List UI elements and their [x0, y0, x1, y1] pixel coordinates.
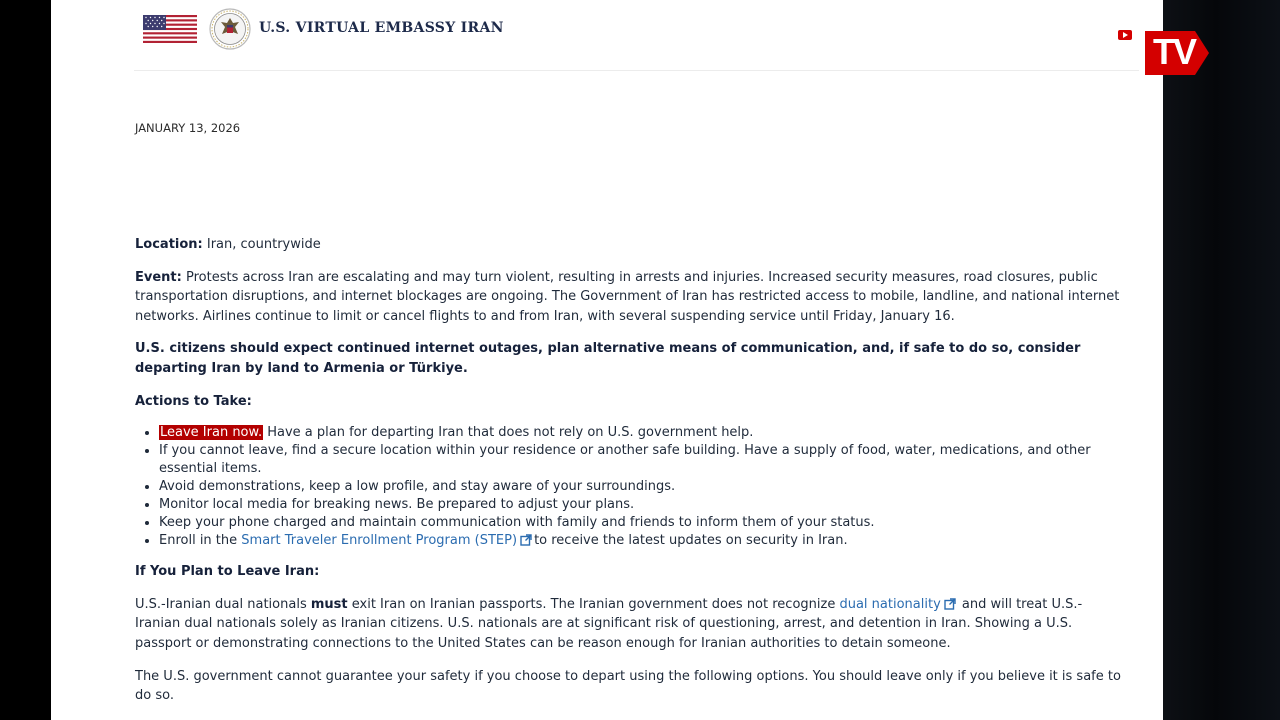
event-paragraph [135, 268, 1125, 327]
leave-heading: If You Plan to Leave Iran: [135, 564, 320, 580]
dual-nationality-link[interactable]: dual nationality [839, 596, 941, 612]
location-value: Iran, countrywide [202, 237, 321, 252]
video-frame-right-edge [1163, 0, 1280, 720]
list-item: • Keep your phone charged and maintain communication with family and friends to inform them of your status. [159, 514, 1125, 532]
location-paragraph [135, 235, 1125, 255]
dual-text: and will treat U.S.-Iranian dual nationals solely as Iranian citizens. U.S. nationals are at significant risk of questioning, arrest, and detention in Iran. Showing a U.S. passport or demonstrating connections to the United States can be reason enough for Iranian authorities to detain someone. [135, 596, 1083, 651]
warning-paragraph [135, 339, 1125, 378]
list-item-text: Enroll in the [159, 533, 242, 549]
article-body [135, 235, 1125, 719]
us-flag-icon [143, 15, 197, 43]
event-label: Event: [135, 269, 182, 285]
actions-heading: Actions to Take: [135, 393, 252, 409]
list-item: • Avoid demonstrations, keep a low profile, and stay aware of your surroundings. [159, 478, 1125, 496]
dual-text: U.S.-Iranian dual nationals [135, 596, 311, 612]
header-divider [134, 70, 1139, 71]
actions-list [135, 424, 1125, 550]
event-text: Protests across Iran are escalating and may turn violent, resulting in arrests and injuries. Increased security measures, road closures, public transportation disruptions, and internet blockages are ongoing. The Government of Iran has restricted access to mobile, landline, and national internet networks. Airlines continue to limit or cancel flights to and from Iran, with several suspending service until Friday, January 16. [135, 269, 1120, 324]
list-item: • If you cannot leave, find a secure location within your residence or another safe building. Have a supply of food, water, medications, and other essential items. [159, 442, 1125, 478]
site-name[interactable]: U.S. VIRTUAL EMBASSY IRAN [259, 20, 504, 36]
leave-iran-highlight: Leave Iran now. [160, 425, 263, 441]
dual-text: exit Iran on Iranian passports. The Iranian government does not recognize [347, 596, 840, 612]
list-item [159, 532, 1125, 550]
must-emphasis: must [310, 596, 348, 612]
webpage [51, 0, 1163, 720]
list-item [159, 424, 1125, 442]
location-label: Location: [135, 237, 203, 252]
youtube-icon[interactable] [1118, 30, 1132, 40]
department-of-state-seal-icon[interactable] [209, 8, 251, 50]
article-date: JANUARY 13, 2026 [135, 121, 241, 135]
list-item: • Monitor local media for breaking news. Be prepared to adjust your plans. [159, 496, 1125, 514]
external-link-icon[interactable] [944, 598, 956, 610]
list-item-text: Have a plan for departing Iran that does not rely on U.S. government help. [263, 425, 754, 441]
channel-logo-text: TV [1152, 31, 1195, 72]
step-link[interactable]: Smart Traveler Enrollment Program (STEP) [241, 533, 518, 549]
warning-text: U.S. citizens should expect continued internet outages, plan alternative means of communication, and, if safe to do so, consider departing Iran by land to Armenia or Türkiye. [135, 341, 1081, 376]
dual-nationals-paragraph [135, 595, 1125, 654]
external-link-icon[interactable] [520, 534, 532, 546]
safety-paragraph: The U.S. government cannot guarantee your safety if you choose to depart using the following options. You should leave only if you believe it is safe to do so. [135, 668, 1121, 704]
list-item-text: to receive the latest updates on security in Iran. [534, 533, 848, 549]
